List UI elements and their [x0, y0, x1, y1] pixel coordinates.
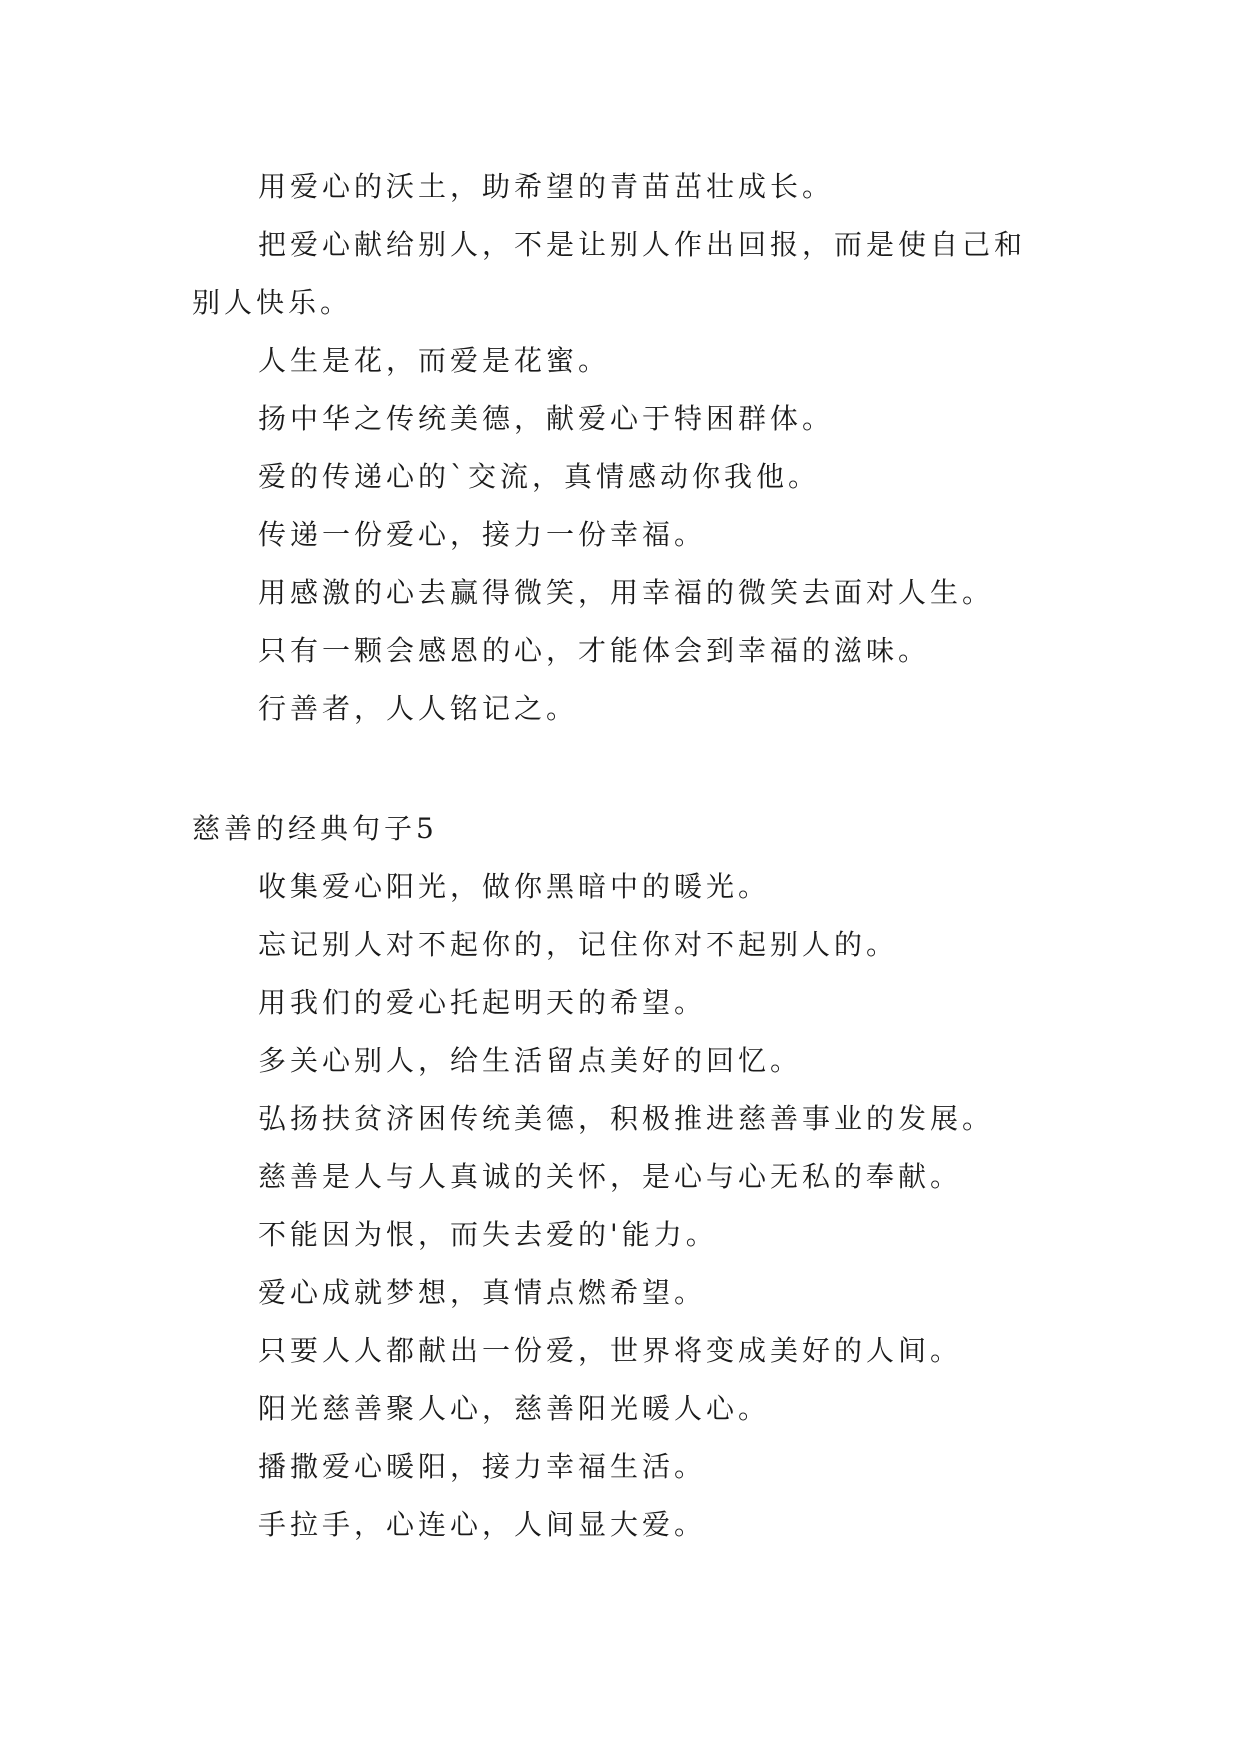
paragraph: 弘扬扶贫济困传统美德，积极推进慈善事业的发展。	[258, 1102, 995, 1135]
paragraph: 把爱心献给别人，不是让别人作出回报，而是使自己和别人快乐。	[192, 228, 1027, 319]
paragraph: 用感激的心去赢得微笑，用幸福的微笑去面对人生。	[258, 576, 995, 609]
paragraph: 忘记别人对不起你的，记住你对不起别人的。	[258, 928, 899, 961]
paragraph: 播撒爱心暖阳，接力幸福生活。	[258, 1450, 707, 1483]
document-body	[192, 158, 1052, 1554]
paragraph: 爱心成就梦想，真情点燃希望。	[258, 1276, 707, 1309]
paragraph: 用爱心的沃土，助希望的青苗茁壮成长。	[258, 170, 835, 203]
section-spacer	[192, 738, 1052, 800]
paragraph: 手拉手，心连心，人间显大爱。	[258, 1508, 707, 1541]
paragraph: 多关心别人，给生活留点美好的回忆。	[258, 1044, 803, 1077]
paragraph: 扬中华之传统美德，献爱心于特困群体。	[258, 402, 835, 435]
paragraph: 慈善是人与人真诚的关怀，是心与心无私的奉献。	[258, 1160, 963, 1193]
paragraph: 人生是花，而爱是花蜜。	[258, 344, 611, 377]
paragraph: 只有一颗会感恩的心，才能体会到幸福的滋味。	[258, 634, 931, 667]
paragraph: 只要人人都献出一份爱，世界将变成美好的人间。	[258, 1334, 963, 1367]
paragraph: 爱的传递心的`交流，真情感动你我他。	[258, 460, 821, 493]
section-heading: 慈善的经典句子5	[192, 812, 438, 845]
paragraph: 阳光慈善聚人心，慈善阳光暖人心。	[258, 1392, 771, 1425]
paragraph: 用我们的爱心托起明天的希望。	[258, 986, 707, 1019]
paragraph: 不能因为恨，而失去爱的'能力。	[258, 1218, 718, 1251]
paragraph: 收集爱心阳光，做你黑暗中的暖光。	[258, 870, 771, 903]
paragraph: 传递一份爱心，接力一份幸福。	[258, 518, 707, 551]
paragraph: 行善者，人人铭记之。	[258, 692, 579, 725]
